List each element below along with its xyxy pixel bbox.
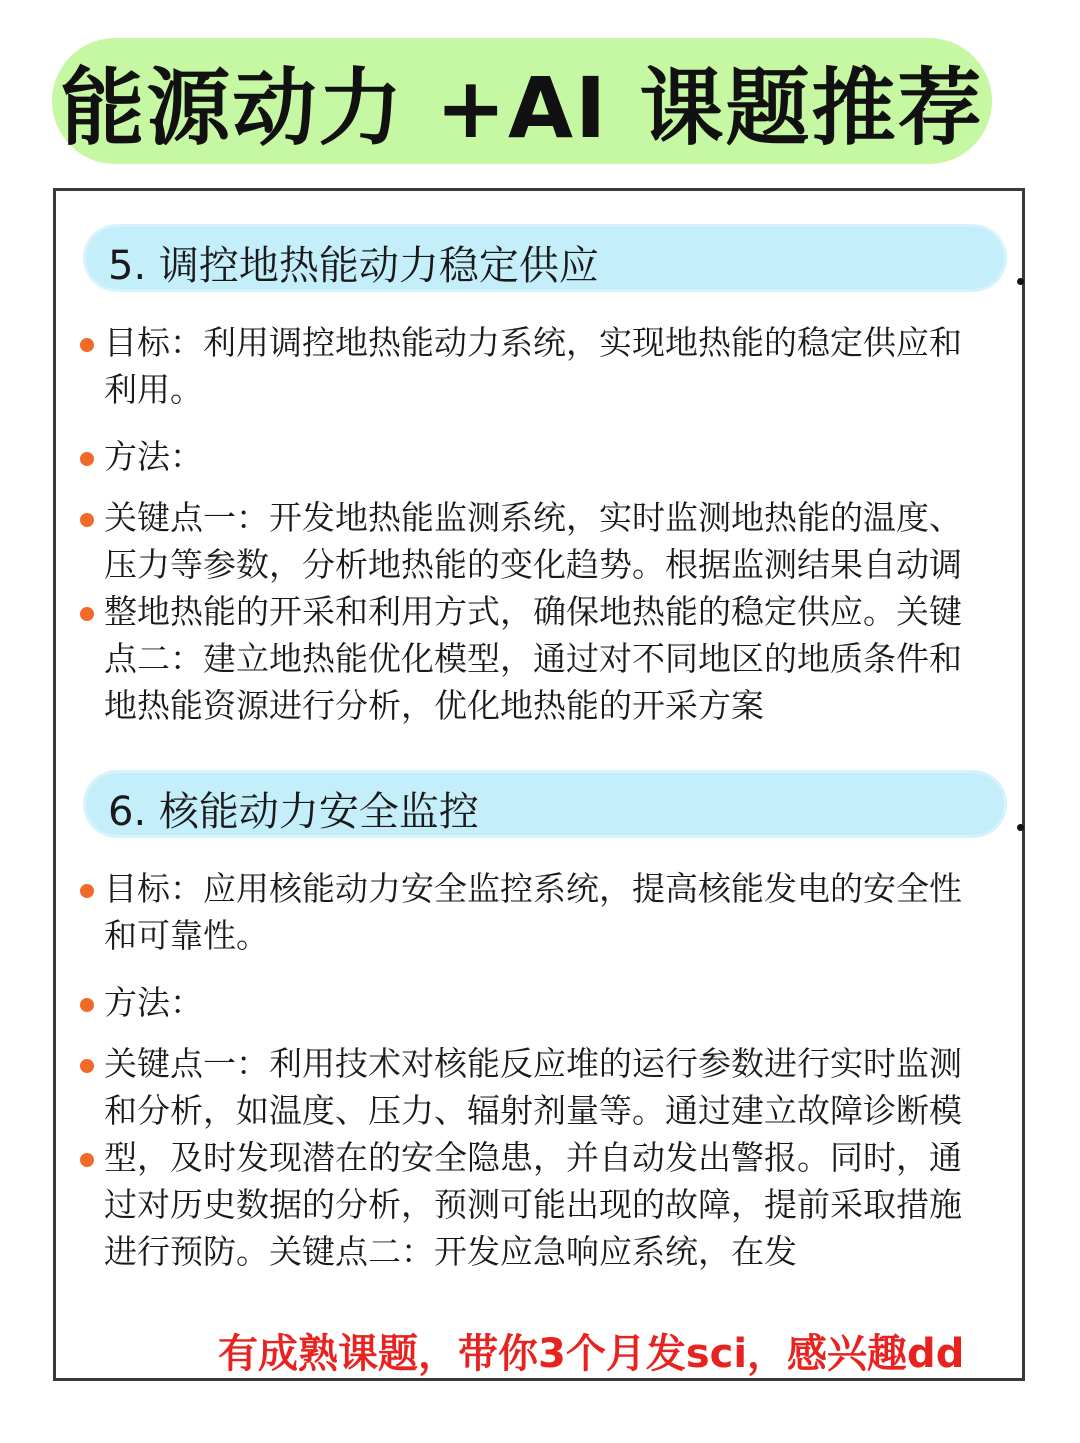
section-heading [86,227,1004,289]
dot-icon [1017,278,1024,285]
key-points-item [104,1040,984,1271]
dot-icon [1017,824,1024,831]
section-heading-text: 6. 核能动力安全监控 [108,789,479,835]
topic-section-6 [56,773,1022,1271]
section-heading [86,773,1004,835]
goal-item [104,865,984,959]
method-item [104,979,984,1026]
method-item [104,433,984,480]
title-banner [52,38,992,164]
goal-text: 目标：利用调控地热能动力系统，实现地热能的稳定供应和利用。 [104,323,962,409]
bullet-icon [80,452,94,466]
topic-section-5 [56,227,1022,725]
bullet-icon [80,998,94,1012]
section-heading-text: 5. 调控地热能动力稳定供应 [108,243,599,289]
bullet-icon [80,338,94,352]
bullet-icon [80,607,94,621]
bullet-icon [80,513,94,527]
page-title: 能源动力 +AI 课题推荐 [60,58,984,157]
method-text: 方法： [104,437,203,476]
goal-text: 目标：应用核能动力安全监控系统，提高核能发电的安全性和可靠性。 [104,869,962,955]
content-card [53,188,1025,1381]
footer-cta: 有成熟课题，带你3个月发sci，感兴趣dd [218,1331,965,1377]
key-points-text: 关键点一：利用技术对核能反应堆的运行参数进行实时监测和分析，如温度、压力、辐射剂量等。通过建立故障诊断模型，及时发现潜在的安全隐患，并自动发出警报。同时，通过对历史数据的分析，预测可能出现的故障，提前采取措施进行预防。关键点二：开发应急响应系统，在发 [104,1044,962,1271]
key-points-text: 关键点一：开发地热能监测系统，实时监测地热能的温度、压力等参数，分析地热能的变化趋势。根据监测结果自动调整地热能的开采和利用方式，确保地热能的稳定供应。关键点二：建立地热能优化模型，通过对不同地区的地质条件和地热能资源进行分析，优化地热能的开采方案 [104,498,962,725]
bullet-icon [80,884,94,898]
method-text: 方法： [104,983,203,1022]
key-points-item [104,494,984,725]
goal-item [104,319,984,413]
bullet-icon [80,1059,94,1073]
bullet-icon [80,1153,94,1167]
